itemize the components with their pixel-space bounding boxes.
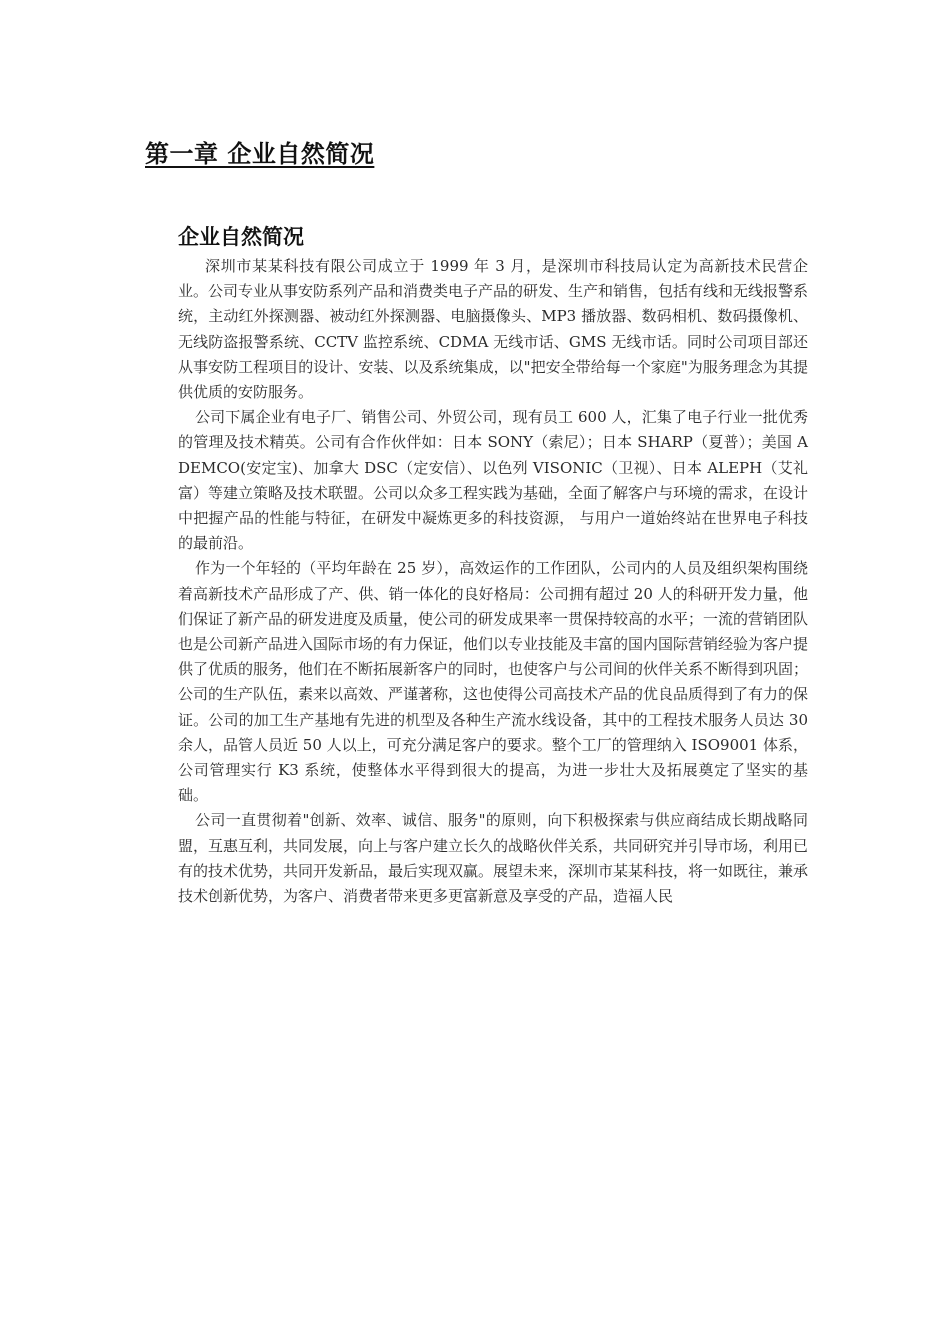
section-company-overview [178,222,808,909]
paragraph-partners: 公司下属企业有电子厂、销售公司、外贸公司，现有员工 600 人，汇集了电子行业一批优秀的管理及技术精英。公司有合作伙伴如：日本 SONY（索尼）；日本 SHARP（夏普）；美国 ADEMCO(安定宝)、加拿大 DSC（定安信）、以色列 VISONIC（卫视）、日本 ALEPH（艾礼富）等建立策略及技术联盟。公司以众多工程实践为基础，全面了解客户与环境的需求，在设计中把握产品的性能与特征，在研发中凝炼更多的科技资源， 与用户一道始终站在世界电子科技的最前沿。 [178,408,809,553]
chapter-title: 第一章 企业自然简况 [145,139,375,168]
paragraph-team: 作为一个年轻的（平均年龄在 25 岁），高效运作的工作团队，公司内的人员及组织架构围绕着高新技术产品形成了产、供、销一体化的良好格局：公司拥有超过 20 人的科研开发力量，他们保证了新产品的研发进度及质量，使公司的研发成果率一贯保持较高的水平；一流的营销团队也是公司新产品进入国际市场的有力保证，他们以专业技能及丰富的国内国际营销经验为客户提供了优质的服务，他们在不断拓展新客户的同时，也使客户与公司间的伙伴关系不断得到巩固；公司的生产队伍，素来以高效、严谨著称，这也使得公司高技术产品的优良品质得到了有力的保证。公司的加工生产基地有先进的机型及各种生产流水线设备，其中的工程技术服务人员达 30 余人，品管人员近 50 人以上，可充分满足客户的要求。整个工厂的管理纳入 ISO9001 体系，公司管理实行 K3 系统，使整体水平得到很大的提高，为进一步壮大及拓展奠定了坚实的基础。 [178,559,809,805]
paragraph-company-intro: 深圳市某某科技有限公司成立于 1999 年 3 月，是深圳市科技局认定为高新技术民营企业。公司专业从事安防系列产品和消费类电子产品的研发、生产和销售，包括有线和无线报警系统，主动红外探测器、被动红外探测器、电脑摄像头、MP3 播放器、数码相机、数码摄像机、无线防盗报警系统、CCTV 监控系统、CDMA 无线市话、GMS 无线市话。同时公司项目部还从事安防工程项目的设计、安装、以及系统集成，以"把安全带给每一个家庭"为服务理念为其提供优质的安防服务。 [178,257,809,402]
section-title: 企业自然简况 [178,224,304,249]
paragraph-principles: 公司一直贯彻着"创新、效率、诚信、服务"的原则，向下积极探索与供应商结成长期战略同盟，互惠互利，共同发展，向上与客户建立长久的战略伙伴关系，共同研究并引导市场，利用已有的技术优势，共同开发新品，最后实现双赢。展望未来，深圳市某某科技，将一如既往，兼承技术创新优势，为客户、消费者带来更多更富新意及享受的产品，造福人民 [178,811,809,906]
